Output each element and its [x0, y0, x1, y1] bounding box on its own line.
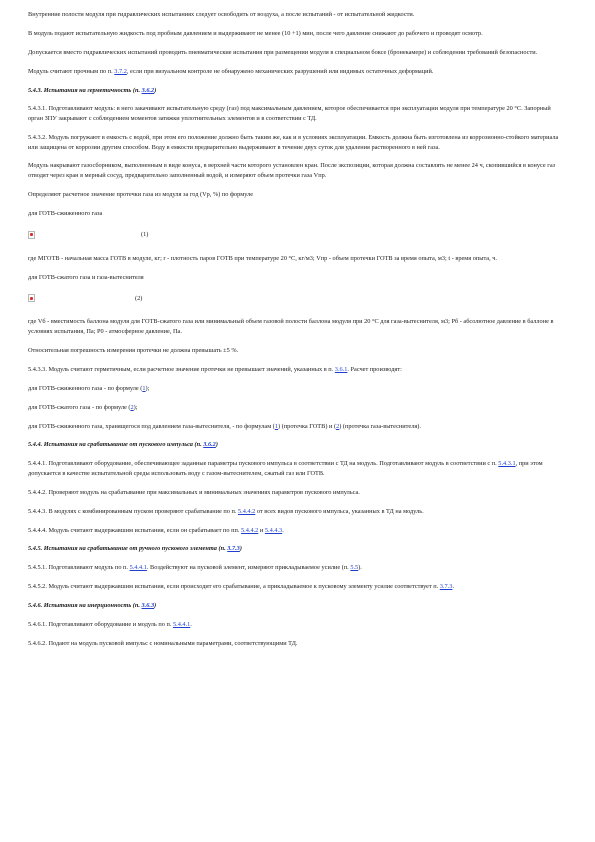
- section-heading-5-4-3: [28, 86, 566, 96]
- paragraph: 5.4.4.2. Проверяют модуль на срабатывание при максимальных и минимальных значениях параметров пускового импульса.: [28, 488, 360, 496]
- paragraph: Внутренние полости модуля при гидравлических испытаниях следует освободить от воздуха, а после испытаний - от испытательной жидкости.: [28, 11, 415, 18]
- text: 5.4.4.1. Подготавливают оборудование, обеспечивающее заданные параметры пускового импульса в соответствии с ТД на модуль. Подготавливают модуль в соответствии с п.: [28, 460, 499, 468]
- text: .: [190, 621, 192, 629]
- link-formula-2[interactable]: 2: [130, 403, 134, 411]
- formula-2: [28, 291, 566, 305]
- heading-end: ): [215, 441, 218, 449]
- paragraph: для ГОТВ-сжиженного газа: [28, 209, 103, 217]
- text: для ГОТВ-сжатого газа - по формуле (: [28, 403, 131, 411]
- paragraph: Относительная погрешность измерения протечки не должна превышать ±5 %.: [28, 346, 239, 354]
- paragraph: [28, 422, 566, 432]
- link-5-4-4-1[interactable]: 5.4.4.1: [129, 564, 147, 572]
- link-3-6-3[interactable]: 3.6.3: [141, 602, 155, 610]
- section-heading-5-4-5: [28, 544, 566, 554]
- text: . Расчет производят:: [347, 365, 402, 373]
- link-3-6-2[interactable]: 3.6.2: [141, 86, 155, 94]
- text: 5.4.4.4. Модуль считают выдержавшим испытания, если он срабатывает по пп.: [28, 526, 242, 534]
- paragraph: [28, 365, 566, 375]
- link-5-4-4-2[interactable]: 5.4.4.2: [237, 507, 256, 515]
- text: ) (протечка газа-вытеснителя).: [339, 422, 421, 430]
- paragraph: 5.4.3.1. Подготавливают модуль: в него закачивают испытательную среду (газ) под максимальным давлением, которое обеспечивается при эксплуатации модуля при температуре 20 °С. Запорный орган ЗПУ закрывают с соблюдением моментов затяжки уплотнительных элементов и в соответствии с ТД.: [28, 105, 551, 123]
- paragraph: Модуль накрывают газосборником, выполненным в виде конуса, в верхней части которого установлен кран. После экспозиции, которая должна составлять не менее 24 ч, скопившийся в конусе газ отводят через кран в мерный сосуд, предварительно заполненный водой, и измеряют объем протечки газа Vпр.: [28, 162, 556, 180]
- link-5-4-4-2[interactable]: 5.4.4.2: [241, 526, 259, 534]
- text: .: [452, 583, 454, 591]
- heading-text: 5.4.3. Испытания на герметичность (п.: [28, 86, 142, 94]
- formula-number: (2): [135, 294, 143, 302]
- broken-image-icon: [28, 294, 35, 302]
- link-formula-1[interactable]: 1: [142, 384, 146, 392]
- paragraph: [28, 563, 566, 573]
- paragraph: В модуль подают испытательную жидкость под пробным давлением и выдерживают не менее (10 +1) мин, после чего давление снижают до рабочего и проводят осмотр.: [28, 29, 483, 37]
- text: 5.4.4.3. В модулях с комбинированным пуском проверяют срабатывание по п.: [28, 507, 238, 515]
- heading-text: 5.4.4. Испытания на срабатывание от пускового импульса (п.: [28, 441, 204, 449]
- text: 5.4.5.2. Модуль считают выдержавшим испытания, если происходит его срабатывание, а прикладываемое к пусковому элементу усилие соответствует п.: [28, 583, 440, 591]
- paragraph: [28, 459, 566, 478]
- heading-text: 5.4.5. Испытания на срабатывание от ручного пускового элемента (п.: [28, 545, 228, 553]
- paragraph: 5.4.6.2. Подают на модуль пусковой импульс с номинальными параметрами, соответствующими ТД.: [28, 639, 298, 647]
- link-formula-1[interactable]: 1: [274, 422, 279, 430]
- link-3-6-2[interactable]: 3.6.2: [203, 441, 216, 449]
- text: для ГОТВ-сжиженного газа, хранящегося под давлением газа-вытеснителя, - по формулам (: [28, 422, 275, 430]
- document-page: [28, 10, 566, 658]
- paragraph: [28, 582, 566, 592]
- formula-1: [28, 228, 566, 242]
- paragraph: [28, 403, 566, 413]
- text: 5.4.3.3. Модуль считают герметичным, если расчетное значение протечки не превышает значений, указанных в п.: [28, 365, 335, 373]
- text: 5.4.6.1. Подготавливают оборудование и модуль по п.: [28, 621, 173, 629]
- link-5-4-4-1[interactable]: 5.4.4.1: [172, 621, 191, 629]
- text: 5.4.5.1. Подготавливают модуль по п.: [28, 564, 130, 572]
- text: и: [258, 526, 265, 534]
- text: , если при визуальном контроле не обнаружено механических разрушений или видимых остаточных деформаций.: [126, 67, 434, 75]
- paragraph: Определяют расчетное значение протечки газа из модуля за год (Vр, %) по формуле: [28, 190, 254, 198]
- text: Модуль считают прочным по п.: [28, 67, 115, 75]
- link-3-7-3[interactable]: 3.7.3: [227, 545, 240, 553]
- heading-text: 5.4.6. Испытания на инерционность (п.: [28, 602, 142, 610]
- text: для ГОТВ-сжиженного газа - по формуле (: [28, 384, 143, 392]
- link-5-4-3-1[interactable]: 5.4.3.1: [498, 460, 516, 468]
- paragraph: 5.4.3.2. Модуль погружают в емкость с водой, при этом его положение должно быть таким же, как и в условиях эксплуатации. Емкость должна быть изготовлена из коррозионно-стойкого материала или защищена от коррозии другим способом. Воду в емкости предварительно выдерживают в течение двух суток для удаления растворенного в ней газа.: [28, 133, 559, 151]
- paragraph: [28, 384, 566, 394]
- text: от всех видов пускового импульса, указанных в ТД на модуль.: [255, 507, 424, 515]
- paragraph: [28, 67, 566, 77]
- formula-number: (1): [141, 230, 149, 238]
- text: . Воздействуют на пусковой элемент, измеряют прикладываемое усилие (п.: [146, 564, 351, 572]
- text: );: [133, 403, 138, 411]
- link-formula-2[interactable]: 2: [336, 422, 340, 430]
- link-3-6-1[interactable]: 3.6.1: [334, 365, 348, 373]
- paragraph: [28, 526, 566, 536]
- link-3-7-3[interactable]: 3.7.3: [439, 583, 453, 591]
- heading-end: ): [154, 86, 157, 94]
- text: ) (протечка ГОТВ) и (: [278, 422, 337, 430]
- paragraph: [28, 620, 566, 630]
- paragraph: для ГОТВ-сжатого газа и газа-вытеснителя: [28, 273, 144, 281]
- heading-end: ): [239, 545, 242, 553]
- text: .: [282, 526, 284, 534]
- section-heading-5-4-4: [28, 440, 566, 450]
- link-5-5[interactable]: 5.5: [350, 564, 359, 572]
- text: , при этом допускается в качестве испытательной среды использовать воду с газом-вытеснителем, сжатый газ или ГОТВ.: [28, 460, 543, 477]
- paragraph: [28, 507, 566, 517]
- paragraph: где Vб - вместимость баллона модуля для ГОТВ-сжатого газа или минимальный объем газовой полости баллона модуля при 20 °С для газа-вытеснителя, м3; Рб - абсолютное давление в баллоне в условиях испытания, Па; Р0 - атмосферное давление, Па.: [28, 318, 554, 336]
- broken-image-icon: [28, 231, 35, 239]
- paragraph: Допускается вместо гидравлических испытаний проводить пневматические испытания при размещении модуля в специальном боксе (бронекамере) и соблюдении требований безопасности.: [28, 48, 538, 56]
- section-heading-5-4-6: [28, 601, 566, 611]
- text: );: [145, 384, 150, 392]
- heading-end: ): [154, 602, 157, 610]
- link-3-7-2[interactable]: 3.7.2: [114, 67, 127, 75]
- paragraph: где MГОТВ - начальная масса ГОТВ в модуле, кг; r - плотность паров ГОТВ при температуре 20 °С, кг/м3; Vпр - объем протечки ГОТВ за время опыта, м3; t - время опыта, ч.: [28, 254, 497, 262]
- text: ).: [358, 564, 362, 572]
- link-5-4-4-3[interactable]: 5.4.4.3: [264, 526, 283, 534]
